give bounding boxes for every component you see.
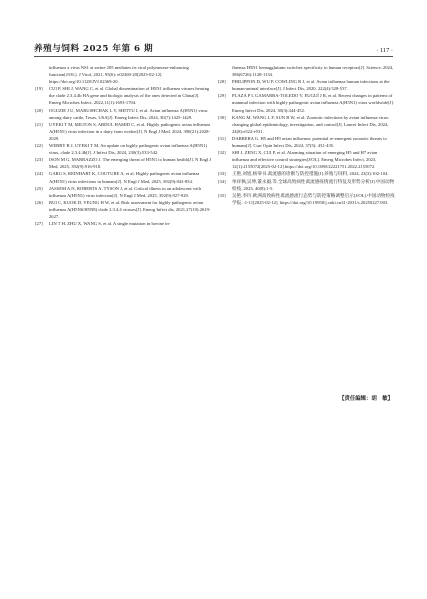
references-right-column: [218, 64, 395, 206]
reference-number: [28]: [218, 79, 226, 85]
journal-title: 养殖与饲料 2025 年第 6 期: [34, 44, 154, 54]
reference-text: JASSEM A N, ROBERTS A, TYSON J, et al. Critical illness in an adolescent with influenza A(H5N1) virus infection[J]. N Engl J Med, 2025, 392(9):927-929.: [49, 185, 201, 198]
reference-number: [26]: [35, 199, 43, 205]
reference-item: [35, 107, 212, 121]
reference-number: [32]: [218, 150, 226, 156]
reference-number: [25]: [35, 185, 43, 191]
reference-text: ISON M G, MARRAZZO J. The emerging threat of H5N1 to human health[J]. N Engl J Med, 2025, 392(9):916-918.: [49, 157, 212, 170]
reference-number: [21]: [35, 121, 43, 127]
reference-number: [34]: [218, 178, 226, 184]
reference-item: [218, 192, 395, 206]
reference-item: [218, 149, 395, 170]
reference-text: WEBBY R J, UYEKI T M. An update on highly pathogenic avian influenza A(H5N1) virus, clade 2.3.4.4b[J]. J Infect Dis, 2024, 230(3):533-542.: [49, 143, 207, 156]
page-header: [34, 42, 393, 57]
reference-item: [218, 78, 395, 92]
reference-text: 吴艳,李玲.欧洲高致病性禽流感流行态势与防控策略调整启示[J/OL].中国动物检疫学报, :1-11[2025-02-12]. https://doi.org/10.19958/j.cnki.cn31-2031/s.20250227.003.: [232, 192, 395, 205]
reference-item: [218, 135, 395, 149]
reference-text: KANG M, WANG L F, SUN B W, et al. Zoonotic infections by avian influenza virus: changing global epidemiology, investigation, and control[J]. Lancet Infect Dis, 2024, 24(8):e522-e531.: [232, 114, 390, 134]
reference-number: [24]: [35, 171, 43, 177]
reference-item: [218, 170, 395, 177]
reference-item: [35, 220, 212, 227]
reference-text: LIN T H, ZHU X, WANG S, et al. A single mutation in bovine in-: [49, 221, 171, 227]
reference-number: [19]: [35, 86, 43, 92]
reference-text: 王艳,刘旭,杨零书.禽流感的诊断与防控措施[J].养殖与饲料, 2024, 23(3):102-104.: [232, 171, 389, 177]
page-number: · 117 ·: [376, 47, 393, 54]
references-left-column: [35, 64, 212, 227]
reference-text: PHILIPPON D, WU P, COWLING B J, et al. Avian influenza human infections at the human-animal interface[J]. J Infect Dis, 2020, 222(4):528-537.: [232, 79, 390, 92]
reference-text: UYEKI T M, MILTON S, ABDUL HAMID C, et al. Highly pathogenic avian influenza A(H5N1) virus infection in a dairy farm worker[J]. N Engl J Med, 2024, 390(21):2028-2029.: [49, 121, 211, 141]
reference-item: [35, 199, 212, 220]
reference-text: PLAZA P I, GAMARRA-TOLEDO V, EUGUÍ J R, et al. Recent changes in patterns of mammal infection with highly pathogenic avian influenza A(H5N1) virus worldwide[J]. Emerg Infect Dis, 2024, 30(3):444-452.: [232, 93, 395, 113]
reference-item: [35, 121, 212, 142]
reference-text: influenza a virus NS1 at serine 205 mediates its viral polymerase-enhancing function[J/OL]. J Virol, 2021, 95(6): e02369-20[2025-02-12]. https://doi.org/10.1128/JVI.02369-20.: [49, 65, 189, 85]
reference-item: [35, 156, 212, 170]
reference-number: [30]: [218, 114, 226, 120]
reference-number: [20]: [35, 107, 43, 113]
reference-item: [35, 170, 212, 184]
reference-text: OGUZIE J U, MARUSHCHAK L V, SHITTU I, et al. Avian influenza A(H5N1) virus among dairy cattle, Texas, USA[J]. Emerg Infect Dis, 2024, 30(7):1425-1429.: [49, 107, 208, 120]
reference-text: SHI J, ZENG X, CUI P, et al. Alarming situation of emerging H5 and H7 avian influenza and effective control strategies[J/OL]. Emerg Microbes Infect, 2023, 12(1):2155072[2025-02-12].https://doi.org/10.1080/22221751.2022.2155072.: [232, 150, 378, 170]
reference-number: [35]: [218, 192, 226, 198]
reference-text: BUI C, KUOK D, YEUNG H W, et al. Risk assessment for highly pathogenic avian influenza A(H5N6/H5N8) clade 2.3.4.4 viruses[J]. Emerg Infect dis, 2021,27(10):2619-2627.: [49, 199, 211, 219]
reference-item: [218, 92, 395, 113]
reference-item: [35, 85, 212, 106]
reference-number: [23]: [35, 157, 43, 163]
reference-number: [31]: [218, 135, 226, 141]
responsible-editor: 【责任编辑：胡 敏】: [339, 396, 393, 402]
reference-text: GARG S, REINHART K, COUTURE A, et al. Highly pathogenic avian influenza A(H5N1) virus infections in humans[J]. N Engl J Med, 2025, 392(9):843-854.: [49, 171, 200, 184]
reference-text: DABRERA G. H5 and H9 avian influenza: potential re-emergent zoonotic threats to humans[J]. Curr Opin Infect Dis, 2024, 37(5): 431-435.: [232, 135, 387, 149]
reference-text: fluenza H5N1 hemagglutinin switches specificity to human receptors[J]. Science, 2024, 386(6726):1128-1134.: [232, 65, 394, 78]
reference-item: [35, 142, 212, 156]
reference-text: CUI P, SHI J, WANG C, et al. Global dissemination of H5N1 influenza viruses bearing the clade 2.3.4.4b HA gene and biologic analysis of the ones detected in China[J]. Emerg Microbes Infect, 2022,11(1):1693-1704.: [49, 86, 210, 106]
reference-item: [218, 178, 395, 192]
reference-number: [29]: [218, 93, 226, 99]
reference-item: [35, 185, 212, 199]
reference-continuation: [218, 64, 395, 78]
reference-item: [218, 114, 395, 135]
reference-continuation: [35, 64, 212, 85]
reference-number: [22]: [35, 143, 43, 149]
reference-number: [33]: [218, 171, 226, 177]
reference-text: 单祥枫,吴坤,董永毅,等.全球高致病性禽流感疫情流行特征及形势分析[J].中国动物检疫, 2023, 40(8):1-5.: [232, 178, 395, 191]
reference-number: [27]: [35, 221, 43, 227]
